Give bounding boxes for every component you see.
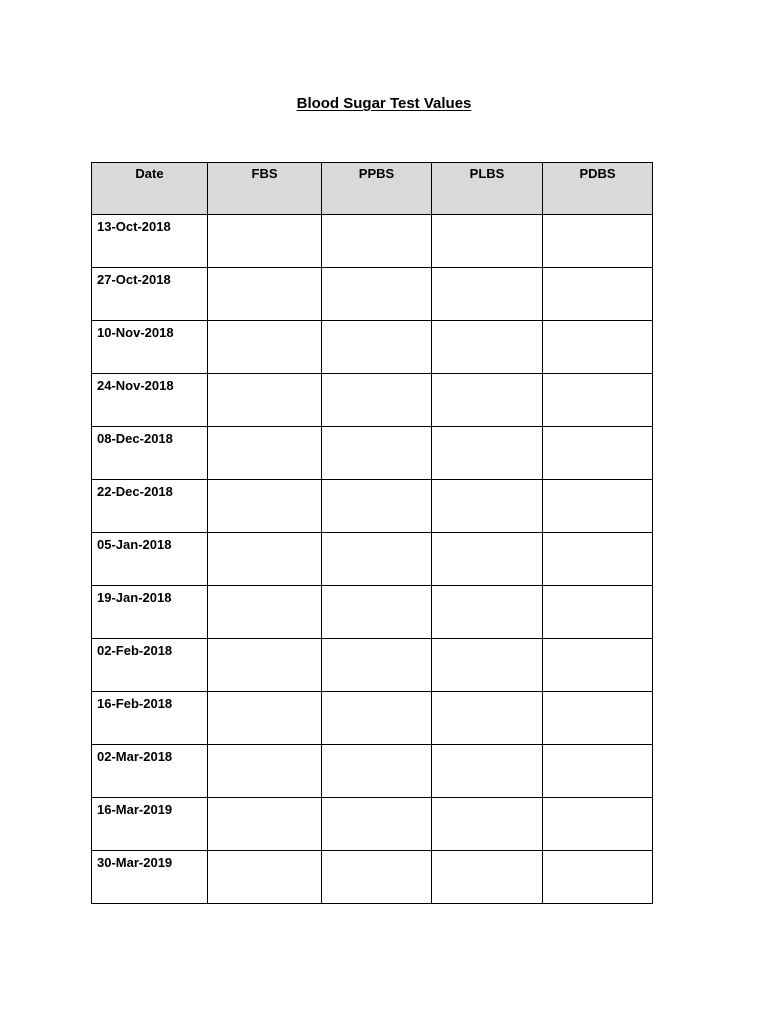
fbs-value-cell[interactable] <box>208 321 322 374</box>
table-body <box>92 215 653 904</box>
table-row <box>92 851 653 904</box>
date-cell: 08-Dec-2018 <box>92 427 208 480</box>
table-header <box>92 163 653 215</box>
table-row <box>92 427 653 480</box>
plbs-value-cell[interactable] <box>432 692 543 745</box>
table-row <box>92 321 653 374</box>
pdbs-value-cell[interactable] <box>543 798 653 851</box>
plbs-value-cell[interactable] <box>432 321 543 374</box>
plbs-value-cell[interactable] <box>432 586 543 639</box>
page-title <box>0 94 768 114</box>
pdbs-value-cell[interactable] <box>543 427 653 480</box>
fbs-value-cell[interactable] <box>208 374 322 427</box>
pdbs-value-cell[interactable] <box>543 851 653 904</box>
plbs-value-cell[interactable] <box>432 374 543 427</box>
ppbs-value-cell[interactable] <box>322 215 432 268</box>
date-cell: 30-Mar-2019 <box>92 851 208 904</box>
fbs-value-cell[interactable] <box>208 798 322 851</box>
date-cell: 27-Oct-2018 <box>92 268 208 321</box>
table-row <box>92 639 653 692</box>
ppbs-value-cell[interactable] <box>322 321 432 374</box>
pdbs-value-cell[interactable] <box>543 639 653 692</box>
pdbs-value-cell[interactable] <box>543 321 653 374</box>
date-cell: 19-Jan-2018 <box>92 586 208 639</box>
plbs-value-cell[interactable] <box>432 851 543 904</box>
date-cell: 24-Nov-2018 <box>92 374 208 427</box>
header-date: Date <box>92 163 208 215</box>
header-pdbs: PDBS <box>543 163 653 215</box>
ppbs-value-cell[interactable] <box>322 268 432 321</box>
header-plbs: PLBS <box>432 163 543 215</box>
date-cell: 05-Jan-2018 <box>92 533 208 586</box>
table-row <box>92 374 653 427</box>
header-fbs: FBS <box>208 163 322 215</box>
blood-sugar-table <box>91 162 653 904</box>
table-row <box>92 268 653 321</box>
fbs-value-cell[interactable] <box>208 639 322 692</box>
fbs-value-cell[interactable] <box>208 745 322 798</box>
fbs-value-cell[interactable] <box>208 427 322 480</box>
ppbs-value-cell[interactable] <box>322 692 432 745</box>
date-cell: 02-Feb-2018 <box>92 639 208 692</box>
plbs-value-cell[interactable] <box>432 480 543 533</box>
date-cell: 10-Nov-2018 <box>92 321 208 374</box>
fbs-value-cell[interactable] <box>208 215 322 268</box>
header-ppbs: PPBS <box>322 163 432 215</box>
pdbs-value-cell[interactable] <box>543 480 653 533</box>
header-row <box>92 163 653 215</box>
ppbs-value-cell[interactable] <box>322 533 432 586</box>
plbs-value-cell[interactable] <box>432 639 543 692</box>
pdbs-value-cell[interactable] <box>543 692 653 745</box>
ppbs-value-cell[interactable] <box>322 851 432 904</box>
fbs-value-cell[interactable] <box>208 851 322 904</box>
ppbs-value-cell[interactable] <box>322 374 432 427</box>
fbs-value-cell[interactable] <box>208 692 322 745</box>
date-cell: 02-Mar-2018 <box>92 745 208 798</box>
pdbs-value-cell[interactable] <box>543 374 653 427</box>
plbs-value-cell[interactable] <box>432 798 543 851</box>
date-cell: 16-Mar-2019 <box>92 798 208 851</box>
fbs-value-cell[interactable] <box>208 586 322 639</box>
ppbs-value-cell[interactable] <box>322 639 432 692</box>
plbs-value-cell[interactable] <box>432 268 543 321</box>
plbs-value-cell[interactable] <box>432 427 543 480</box>
table-row <box>92 798 653 851</box>
table-row <box>92 586 653 639</box>
table-row <box>92 215 653 268</box>
pdbs-value-cell[interactable] <box>543 268 653 321</box>
plbs-value-cell[interactable] <box>432 533 543 586</box>
fbs-value-cell[interactable] <box>208 268 322 321</box>
date-cell: 22-Dec-2018 <box>92 480 208 533</box>
date-cell: 16-Feb-2018 <box>92 692 208 745</box>
ppbs-value-cell[interactable] <box>322 745 432 798</box>
plbs-value-cell[interactable] <box>432 745 543 798</box>
page-title-text: Blood Sugar Test Values <box>296 95 472 112</box>
ppbs-value-cell[interactable] <box>322 480 432 533</box>
date-cell: 13-Oct-2018 <box>92 215 208 268</box>
ppbs-value-cell[interactable] <box>322 798 432 851</box>
table-row <box>92 745 653 798</box>
pdbs-value-cell[interactable] <box>543 745 653 798</box>
pdbs-value-cell[interactable] <box>543 586 653 639</box>
ppbs-value-cell[interactable] <box>322 586 432 639</box>
fbs-value-cell[interactable] <box>208 533 322 586</box>
table-row <box>92 480 653 533</box>
ppbs-value-cell[interactable] <box>322 427 432 480</box>
table-row <box>92 533 653 586</box>
fbs-value-cell[interactable] <box>208 480 322 533</box>
table-row <box>92 692 653 745</box>
pdbs-value-cell[interactable] <box>543 215 653 268</box>
pdbs-value-cell[interactable] <box>543 533 653 586</box>
plbs-value-cell[interactable] <box>432 215 543 268</box>
